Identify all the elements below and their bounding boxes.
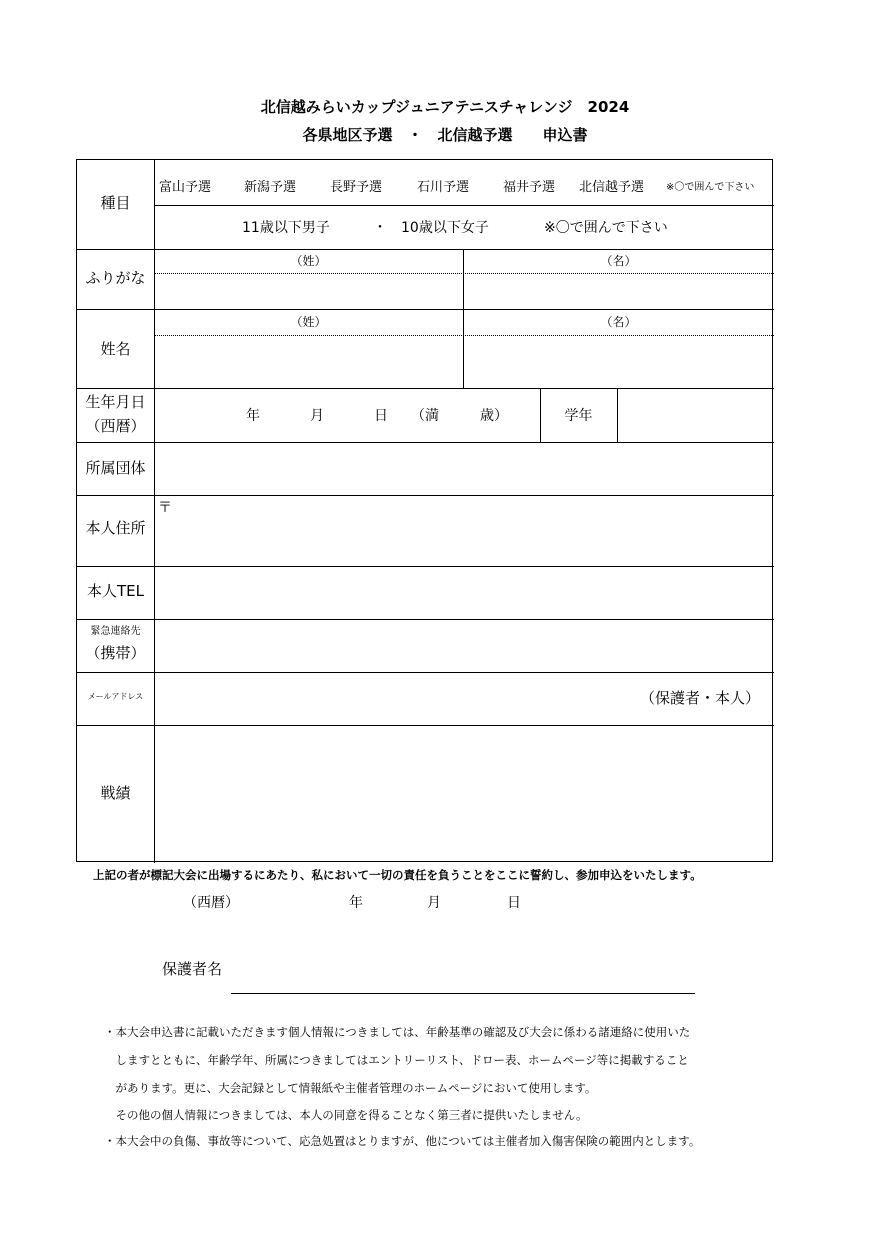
pledge-day-unit: 日 bbox=[507, 895, 521, 911]
furigana-family-field[interactable] bbox=[155, 275, 462, 309]
pledge-year-unit: 年 bbox=[349, 895, 363, 911]
name-given-caption: （名） bbox=[600, 315, 637, 329]
address-label: 本人住所 bbox=[85, 519, 146, 537]
name-label: 姓名 bbox=[100, 340, 131, 358]
note-line-5: ・本大会中の負傷、事故等について、応急処置はとりますが、他については主催者加入傷害保険の範囲内とします。 bbox=[104, 1134, 701, 1148]
birth-era-label: （西暦） bbox=[85, 417, 146, 435]
emergency-field[interactable] bbox=[155, 620, 773, 671]
affiliation-label: 所属団体 bbox=[85, 459, 146, 477]
note-line-3: があります。更に、大会記録として情報紙や主催者管理のホームページにおいて使用します。 bbox=[104, 1081, 597, 1095]
note-line-1: ・本大会申込書に記載いただきます個人情報につきましては、年齢基準の確認及び大会に係わる諸連絡に使用いた bbox=[104, 1025, 691, 1039]
name-family-field[interactable] bbox=[155, 337, 462, 387]
guardian-label: 保護者名 bbox=[162, 960, 223, 978]
birth-year-unit: 年 bbox=[246, 408, 260, 424]
email-field[interactable] bbox=[155, 673, 773, 724]
emergency-mobile-label: （携帯） bbox=[85, 644, 146, 662]
record-field[interactable] bbox=[155, 726, 773, 860]
pledge-month-unit: 月 bbox=[427, 895, 441, 911]
record-label: 戦績 bbox=[100, 784, 131, 802]
pledge-text: 上記の者が標記大会に出場するにあたり、私において一切の責任を負うことをここに誓約し、参加申込をいたします。 bbox=[93, 868, 702, 882]
region-hokushinetsu[interactable]: 北信越予選 bbox=[579, 180, 645, 195]
region-fukui[interactable]: 福井予選 bbox=[503, 180, 556, 195]
pledge-date-field[interactable] bbox=[240, 888, 540, 912]
category-girls-u10[interactable]: 10歳以下女子 bbox=[401, 220, 489, 236]
furigana-label: ふりがな bbox=[85, 269, 146, 287]
birth-label: 生年月日 bbox=[85, 393, 146, 411]
region-circle-note: ※〇で囲んで下さい bbox=[666, 182, 755, 193]
region-ishikawa[interactable]: 石川予選 bbox=[417, 180, 470, 195]
pledge-era: （西暦） bbox=[183, 895, 239, 911]
region-nagano[interactable]: 長野予選 bbox=[330, 180, 383, 195]
grade-field[interactable] bbox=[618, 389, 773, 441]
birth-day-unit: 日 bbox=[374, 408, 388, 424]
note-line-2: しますとともに、年齢学年、所属につきましてはエントリーリスト、ドロー表、ホームページ等に掲載すること bbox=[104, 1053, 689, 1067]
name-given-field[interactable] bbox=[464, 337, 773, 387]
furigana-given-caption: （名） bbox=[600, 254, 637, 268]
document-subtitle: 各県地区予選 ・ 北信越予選 申込書 bbox=[302, 126, 588, 144]
guardian-signature-line[interactable] bbox=[231, 993, 695, 994]
address-field[interactable] bbox=[155, 496, 773, 565]
age-open: （満 bbox=[411, 408, 439, 424]
emergency-label: 緊急連絡先 bbox=[90, 626, 141, 637]
note-line-4: その他の個人情報につきましては、本人の同意を得ることなく第三者に提供いたしません。 bbox=[104, 1108, 588, 1122]
category-boys-u11[interactable]: 11歳以下男子 bbox=[242, 220, 330, 236]
birth-month-unit: 月 bbox=[310, 408, 324, 424]
region-toyama[interactable]: 富山予選 bbox=[159, 180, 212, 195]
event-label: 種目 bbox=[100, 194, 131, 212]
category-separator: ・ bbox=[373, 220, 387, 236]
email-label: メールアドレス bbox=[87, 692, 144, 701]
furigana-family-caption: （姓） bbox=[290, 254, 327, 268]
application-form bbox=[76, 159, 773, 862]
email-owner-note: （保護者・本人） bbox=[639, 689, 760, 707]
grade-label: 学年 bbox=[564, 408, 593, 424]
birth-date-field[interactable] bbox=[155, 389, 539, 441]
tel-field[interactable] bbox=[155, 567, 773, 618]
name-family-caption: （姓） bbox=[290, 315, 327, 329]
document-title: 北信越みらいカップジュニアテニスチャレンジ 2024 bbox=[260, 98, 630, 116]
category-circle-note: ※〇で囲んで下さい bbox=[544, 220, 668, 236]
tel-label: 本人TEL bbox=[87, 582, 144, 600]
region-niigata[interactable]: 新潟予選 bbox=[244, 180, 297, 195]
age-close: 歳） bbox=[480, 408, 508, 424]
postal-mark: 〒 bbox=[158, 500, 172, 516]
affiliation-field[interactable] bbox=[155, 443, 773, 494]
furigana-given-field[interactable] bbox=[464, 275, 773, 309]
